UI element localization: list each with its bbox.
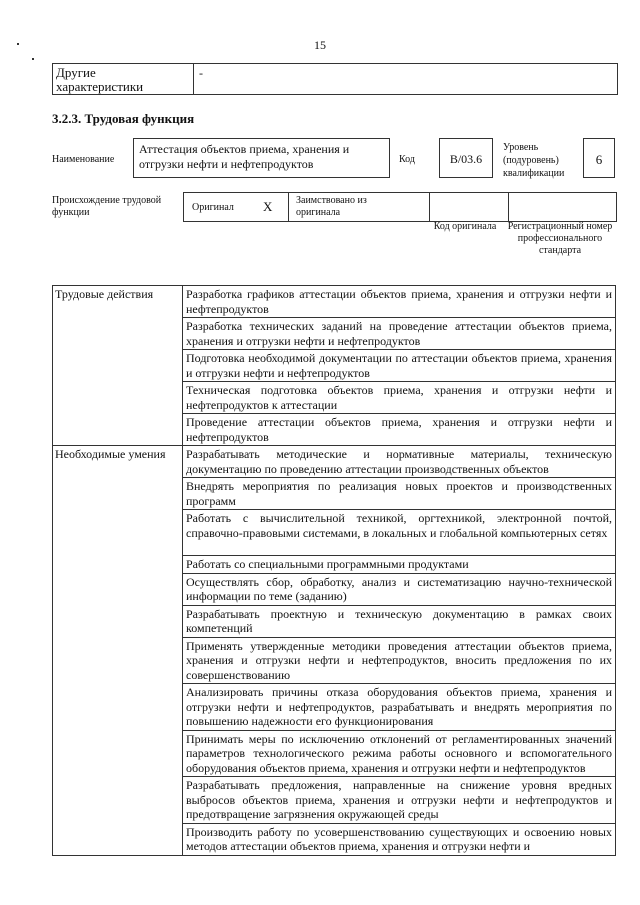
origin-original: Оригинал — [192, 202, 234, 213]
code-original-caption: Код оригинала — [433, 221, 497, 232]
other-characteristics-table — [52, 63, 618, 95]
table-cell: Производить работу по усовершенствованию существующих и освоению новых методов аттестации объектов приема, хранения и отгрузки нефти и — [183, 823, 616, 855]
actions-label: Трудовые действия — [53, 286, 183, 446]
scan-dot — [32, 58, 34, 60]
origin-row — [183, 192, 617, 222]
name-box — [133, 138, 390, 178]
table-cell: Разработка графиков аттестации объектов приема, хранения и отгрузки нефти и нефтепродуктов — [183, 286, 616, 318]
section-title: 3.2.3. Трудовая функция — [52, 111, 195, 126]
reg-number-caption: Регистрационный номер профессионального стандарта — [507, 221, 613, 256]
table-cell: Работать с вычислительной техникой, оргтехникой, электронной почтой, справочно-правовыми системами, в локальных и глобальной компьютерных сетях — [183, 510, 616, 556]
table-cell: Подготовка необходимой документации по аттестации объектов приема, хранения и отгрузки нефти и нефтепродуктов — [183, 350, 616, 382]
code-value: B/03.6 — [449, 152, 483, 166]
function-table — [52, 285, 616, 856]
scan-dot — [17, 43, 19, 45]
table-cell: Проведение аттестации объектов приема, хранения и отгрузки нефти и нефтепродуктов — [183, 414, 616, 446]
table-cell: Работать со специальными программными продуктами — [183, 556, 616, 574]
table-cell: Разрабатывать методические и нормативные материалы, техническую документацию по проведению аттестации производственных объектов — [183, 446, 616, 478]
table-cell: Внедрять мероприятия по реализация новых проектов и производственных программ — [183, 478, 616, 510]
table-cell: Анализировать причины отказа оборудования объектов приема, хранения и отгрузки нефти и нефтепродуктов, разрабатывать и внедрять мероприятия по повышению надежности его функционирования — [183, 684, 616, 731]
table-cell: Разработка технических заданий на проведение аттестации объектов приема, хранения и отгрузки нефти и нефтепродуктов — [183, 318, 616, 350]
table-cell: Разрабатывать предложения, направленные на снижение уровня вредных выбросов объектов приема, хранения и отгрузки нефти и нефтепродуктов и предотвращение загрязнения окружающей среды — [183, 777, 616, 824]
table-row — [53, 286, 616, 318]
other-value: - — [199, 66, 203, 80]
origin-label: Происхождение трудовой функции — [52, 195, 162, 218]
table-cell: Разрабатывать проектную и техническую документацию в рамках своих компетенций — [183, 605, 616, 637]
code-box — [439, 138, 493, 178]
name-value: Аттестация объектов приема, хранения и отгрузки нефти и нефтепродуктов — [139, 142, 350, 171]
origin-borrowed: Заимствовано из оригинала — [296, 195, 367, 218]
level-box — [583, 138, 615, 178]
name-label: Наименование — [52, 154, 115, 165]
other-label: Другие характеристики — [56, 65, 144, 94]
origin-mark: X — [263, 199, 273, 214]
table-cell: Применять утвержденные методики проведения аттестации объектов приема, хранения и отгрузки нефти и нефтепродуктов, вносить предложения по их совершенствованию — [183, 637, 616, 684]
level-label: Уровень (подуровень) квалификации — [503, 142, 565, 179]
table-cell: Осуществлять сбор, обработку, анализ и систематизацию научно-технической информации по теме (заданию) — [183, 573, 616, 605]
table-cell: Принимать меры по исключению отклонений от регламентированных значений параметров технологического режима работы основного и вспомогательного оборудования объектов приема, хранения и отгрузки нефти и нефтепродуктов — [183, 730, 616, 777]
skills-label: Необходимые умения — [53, 446, 183, 856]
page-number: 15 — [314, 38, 326, 52]
table-row — [53, 446, 616, 478]
table-cell: Техническая подготовка объектов приема, хранения и отгрузки нефти и нефтепродуктов к аттестации — [183, 382, 616, 414]
level-value: 6 — [595, 152, 603, 167]
code-label: Код — [399, 154, 415, 165]
